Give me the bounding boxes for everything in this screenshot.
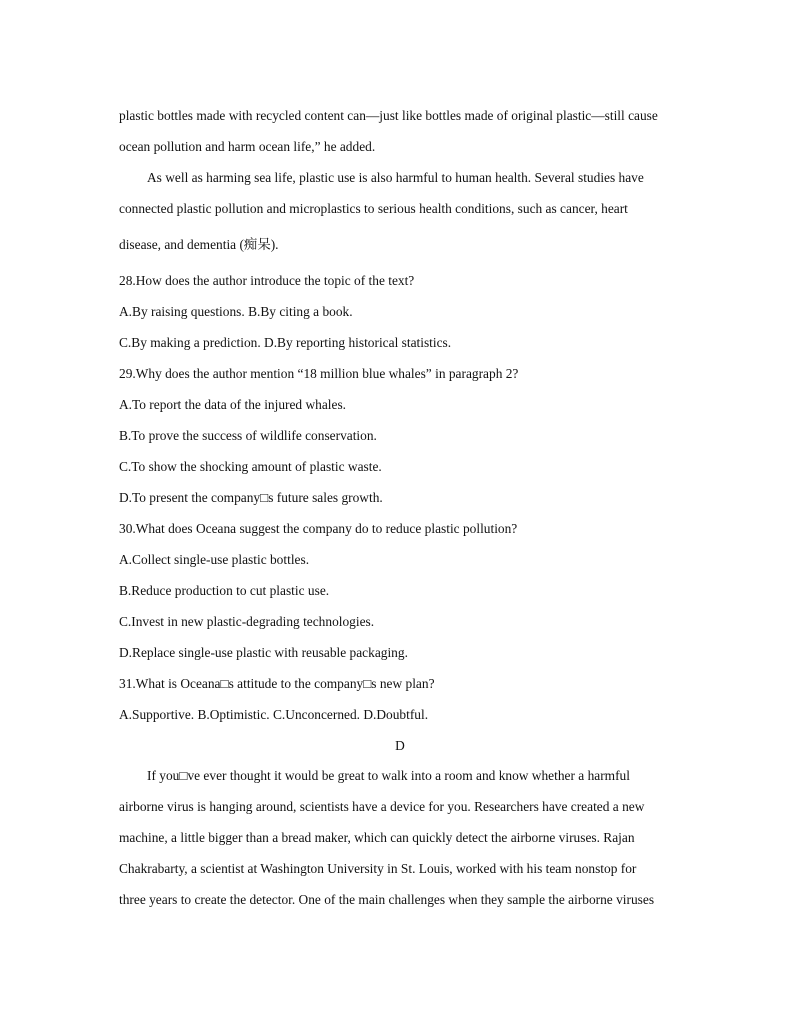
question-28-stem: 28.How does the author introduce the topic of the text? [119,273,415,288]
passage-c-line: disease, and dementia (痴呆). [119,237,279,252]
passage-d-line: airborne virus is hanging around, scientists have a device for you. Researchers have created a new [119,799,645,814]
question-31-stem: 31.What is Oceana□s attitude to the company□s new plan? [119,676,435,691]
section-heading: D [395,738,405,753]
passage-d-line: If you□ve ever thought it would be great to walk into a room and know whether a harmful [147,768,630,783]
question-30-stem: 30.What does Oceana suggest the company do to reduce plastic pollution? [119,521,518,536]
passage-d-line: three years to create the detector. One of the main challenges when they sample the airborne viruses [119,892,655,907]
question-29-stem: 29.Why does the author mention “18 million blue whales” in paragraph 2? [119,366,519,381]
question-28-options: C.By making a prediction. D.By reporting historical statistics. [119,335,452,350]
passage-d-line: Chakrabarty, a scientist at Washington University in St. Louis, worked with his team nonstop for [119,861,637,876]
question-28-options: A.By raising questions. B.By citing a book. [119,304,353,319]
passage-d-line: machine, a little bigger than a bread maker, which can quickly detect the airborne viruses. Rajan [119,830,635,845]
question-31-options: A.Supportive. B.Optimistic. C.Unconcerned. D.Doubtful. [119,707,429,722]
question-29-option-d: D.To present the company□s future sales growth. [119,490,383,505]
question-30-option-d: D.Replace single-use plastic with reusable packaging. [119,645,408,660]
question-30-option-b: B.Reduce production to cut plastic use. [119,583,330,598]
question-29-option-c: C.To show the shocking amount of plastic waste. [119,459,382,474]
question-30-option-c: C.Invest in new plastic-degrading technologies. [119,614,375,629]
question-29-option-a: A.To report the data of the injured whales. [119,397,346,412]
passage-c-line: ocean pollution and harm ocean life,” he added. [119,139,376,154]
passage-c-line: connected plastic pollution and microplastics to serious health conditions, such as cancer, heart [119,201,628,216]
passage-c-line: As well as harming sea life, plastic use is also harmful to human health. Several studies have [147,170,644,185]
question-29-option-b: B.To prove the success of wildlife conservation. [119,428,377,443]
question-30-option-a: A.Collect single-use plastic bottles. [119,552,310,567]
passage-c-line: plastic bottles made with recycled content can—just like bottles made of original plastic—still cause [119,108,658,123]
